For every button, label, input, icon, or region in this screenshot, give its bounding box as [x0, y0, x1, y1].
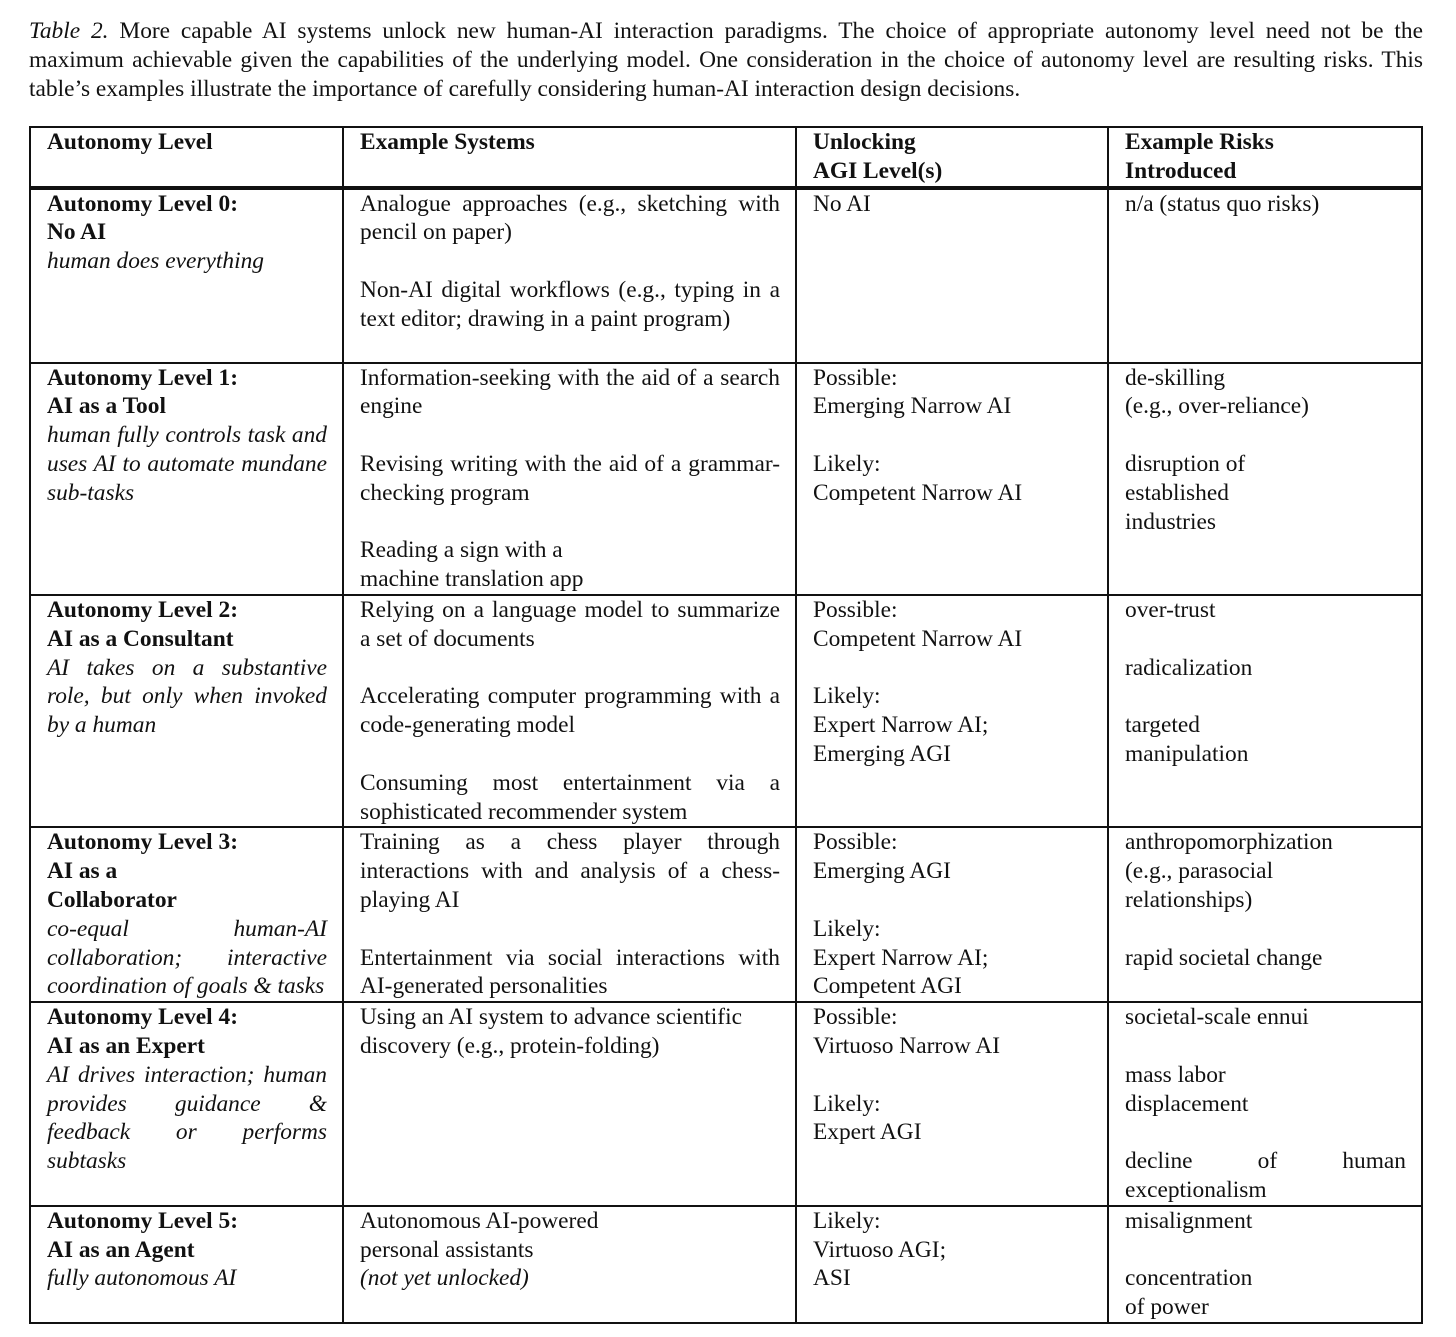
agi-likely-label: Likely: — [813, 915, 881, 942]
table-row-level-2 — [30, 595, 1422, 827]
agi-level: Virtuoso AGI; — [813, 1236, 947, 1263]
example-system: Information-seeking with the aid of a search engine — [360, 364, 780, 420]
table-row-level-5 — [30, 1206, 1422, 1323]
risk-note: (e.g., parasocial relationships) — [1125, 858, 1274, 913]
level-title: Autonomy Level 1: — [47, 364, 239, 391]
agi-level: Emerging AGI — [813, 740, 951, 767]
level-description: AI takes on a substantive role, but only when invoked by a human — [47, 654, 327, 739]
table-row-level-3 — [30, 827, 1422, 1002]
agi-levels-cell — [796, 363, 1108, 595]
header-row — [30, 127, 1422, 188]
level-description: AI drives interaction; human provides guidance & feedback or performs subtasks — [47, 1061, 327, 1175]
risk: societal-scale ennui — [1125, 1004, 1309, 1031]
table-row-level-0 — [30, 188, 1422, 363]
autonomy-level-cell — [30, 827, 343, 1002]
risk-note: (e.g., over-reliance) — [1125, 393, 1309, 420]
example-system: Entertainment via social interactions with AI-generated personalities — [360, 944, 780, 1000]
table-row-level-4 — [30, 1002, 1422, 1206]
table-row-level-1 — [30, 363, 1422, 595]
agi-levels-cell — [796, 1206, 1108, 1323]
agi-level: Emerging AGI — [813, 858, 951, 885]
risks-cell — [1108, 188, 1422, 363]
example-systems-cell — [343, 1206, 796, 1323]
header-unlocking-agi-levels: Unlocking AGI Level(s) — [796, 127, 1108, 188]
risk: n/a (status quo risks) — [1125, 190, 1320, 217]
example-system: Reading a sign with a machine translation app — [360, 537, 584, 593]
agi-level: No AI — [813, 190, 871, 217]
agi-level: Emerging Narrow AI — [813, 393, 1012, 420]
risks-cell — [1108, 1002, 1422, 1206]
level-title: Autonomy Level 4: — [47, 1004, 239, 1031]
example-system: Revising writing with the aid of a grammar-checking program — [360, 450, 780, 506]
example-systems-cell — [343, 188, 796, 363]
example-systems-cell — [343, 827, 796, 1002]
example-system: Analogue approaches (e.g., sketching with pencil on paper) — [360, 190, 780, 246]
risk: targeted manipulation — [1125, 712, 1249, 767]
level-description: human does everything — [47, 248, 264, 275]
example-system: Consuming most entertainment via a sophisticated recommender system — [360, 769, 780, 825]
example-systems-cell — [343, 363, 796, 595]
agi-likely-label: Likely: — [813, 1090, 881, 1117]
header-example-systems: Example Systems — [343, 127, 796, 188]
risk: over-trust — [1125, 596, 1216, 623]
agi-level: Competent AGI — [813, 973, 962, 1000]
level-title: Autonomy Level 2: — [47, 596, 239, 623]
level-name: AI as an Expert — [47, 1032, 205, 1059]
agi-possible-label: Possible: — [813, 364, 898, 391]
agi-level: Expert Narrow AI; — [813, 944, 989, 971]
autonomy-levels-table — [29, 126, 1423, 1324]
risk: radicalization — [1125, 654, 1253, 681]
agi-likely-label: Likely: — [813, 450, 881, 477]
risks-cell — [1108, 827, 1422, 1002]
agi-levels-cell — [796, 1002, 1108, 1206]
level-description: human fully controls task and uses AI to automate mundane sub-tasks — [47, 422, 327, 506]
example-systems-cell — [343, 595, 796, 827]
autonomy-level-cell — [30, 1002, 343, 1206]
risk: misalignment — [1125, 1207, 1253, 1234]
risk: rapid societal change — [1125, 944, 1323, 971]
header-autonomy-level: Autonomy Level — [30, 127, 343, 188]
level-name: No AI — [47, 219, 107, 246]
level-title: Autonomy Level 5: — [47, 1207, 239, 1234]
risk: decline of human exceptionalism — [1125, 1148, 1406, 1203]
example-system-note: (not yet unlocked) — [360, 1265, 529, 1292]
caption-text: More capable AI systems unlock new human-AI interaction paradigms. The choice of appropriate autonomy level need not be the maximum achievable given the capabilities of the underlying model. One consideration in the choice of autonomy level are resulting risks. This table’s examples illustrate the importance of carefully considering human-AI interaction design decisions. — [29, 18, 1423, 102]
example-system: Accelerating computer programming with a code-generating model — [360, 683, 780, 739]
risks-cell — [1108, 363, 1422, 595]
agi-level: Competent Narrow AI — [813, 625, 1023, 652]
risks-cell — [1108, 595, 1422, 827]
level-name: AI as a Collaborator — [47, 858, 177, 913]
risk: disruption of established industries — [1125, 450, 1246, 535]
agi-levels-cell — [796, 595, 1108, 827]
example-system: Relying on a language model to summarize a set of documents — [360, 596, 780, 652]
agi-possible-label: Possible: — [813, 596, 898, 623]
agi-levels-cell — [796, 827, 1108, 1002]
agi-level: Expert AGI — [813, 1119, 922, 1146]
example-system: Using an AI system to advance scientific discovery (e.g., protein-folding) — [360, 1004, 742, 1059]
example-system: Autonomous AI-powered personal assistants — [360, 1207, 599, 1263]
agi-likely-label: Likely: — [813, 683, 881, 710]
agi-likely-label: Likely: — [813, 1207, 881, 1234]
level-title: Autonomy Level 3: — [47, 829, 239, 856]
example-systems-cell — [343, 1002, 796, 1206]
risks-cell — [1108, 1206, 1422, 1323]
table-caption — [29, 17, 1423, 103]
risk: de-skilling — [1125, 364, 1226, 391]
autonomy-level-cell — [30, 595, 343, 827]
agi-level: Competent Narrow AI — [813, 479, 1023, 506]
agi-level: Expert Narrow AI; — [813, 712, 989, 739]
risk: concentration of power — [1125, 1265, 1253, 1321]
risk: mass labor displacement — [1125, 1061, 1249, 1117]
level-name: AI as an Agent — [47, 1236, 195, 1263]
agi-possible-label: Possible: — [813, 829, 898, 856]
agi-possible-label: Possible: — [813, 1004, 898, 1031]
level-name: AI as a Consultant — [47, 625, 234, 652]
agi-levels-cell — [796, 188, 1108, 363]
level-name: AI as a Tool — [47, 393, 166, 420]
caption-label: Table 2. — [29, 18, 109, 44]
level-title: Autonomy Level 0: — [47, 190, 239, 217]
autonomy-level-cell — [30, 188, 343, 363]
agi-level: Virtuoso Narrow AI — [813, 1032, 1000, 1059]
level-description: fully autonomous AI — [47, 1265, 237, 1292]
risk: anthropomorphization — [1125, 829, 1333, 856]
level-description: co-equal human-AI collaboration; interactive coordination of goals & tasks — [47, 915, 327, 1000]
autonomy-level-cell — [30, 1206, 343, 1323]
example-system: Non-AI digital workflows (e.g., typing in a text editor; drawing in a paint program) — [360, 276, 780, 332]
header-example-risks: Example Risks Introduced — [1108, 127, 1422, 188]
example-system: Training as a chess player through interactions with and analysis of a chess-playing AI — [360, 829, 780, 913]
agi-level: ASI — [813, 1265, 851, 1292]
autonomy-level-cell — [30, 363, 343, 595]
